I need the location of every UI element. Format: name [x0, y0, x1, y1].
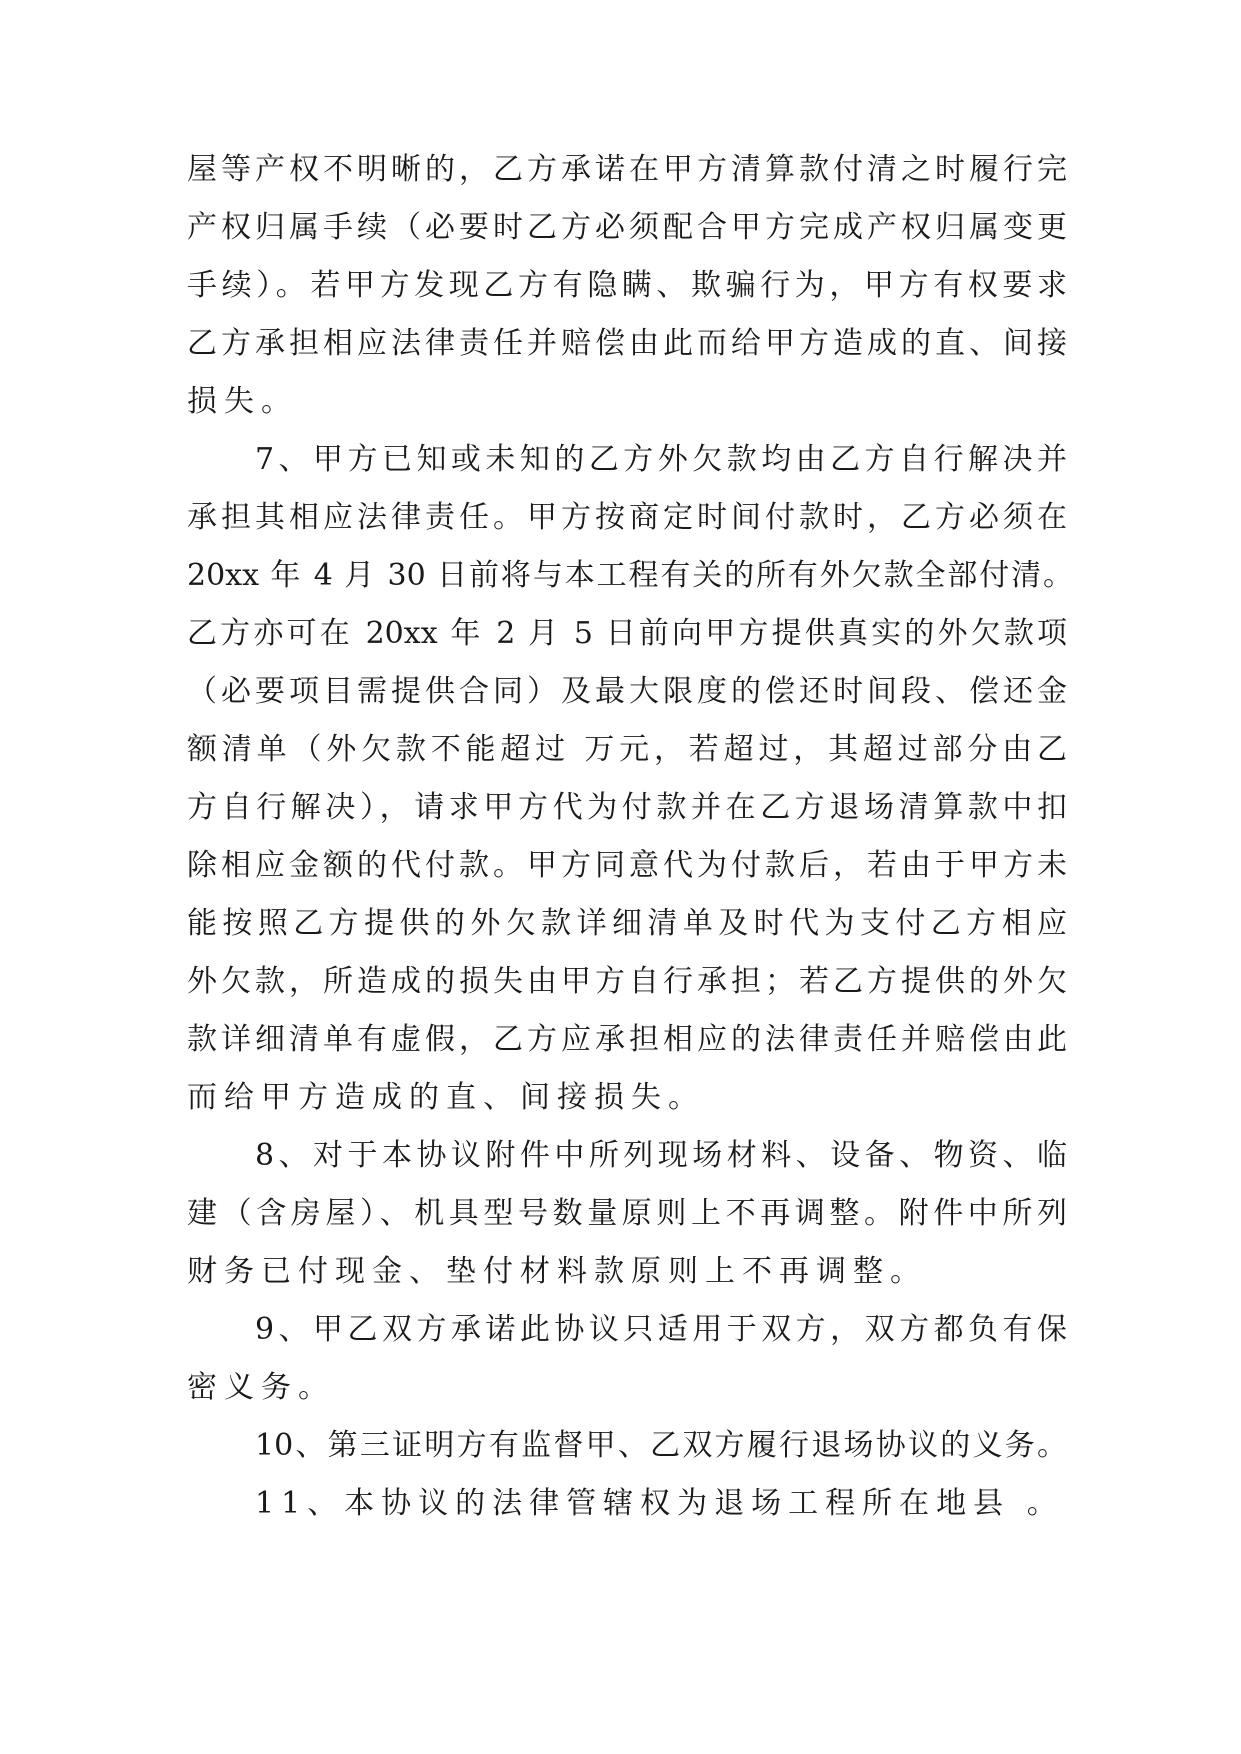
text-line-15: 外欠款，所造成的损失由甲方自行承担；若乙方提供的外欠 [187, 964, 1067, 999]
clause-10-line: 10、第三证明方有监督甲、乙双方履行退场协议的义务。 [255, 1428, 1067, 1463]
text-line-20: 财务已付现金、垫付材料款原则上不再调整。 [187, 1254, 927, 1289]
text-line-13: 除相应金额的代付款。甲方同意代为付款后，若由于甲方未 [187, 848, 1067, 883]
text-line-19: 建（含房屋）、机具型号数量原则上不再调整。附件中所列 [187, 1196, 1067, 1231]
text-line-14: 能按照乙方提供的外欠款详细清单及时代为支付乙方相应 [187, 906, 1067, 941]
text-line-7: 承担其相应法律责任。甲方按商定时间付款时，乙方必须在 [187, 500, 1067, 535]
text-line-8: 20xx 年 4 月 30 日前将与本工程有关的所有外欠款全部付清。 [187, 558, 1073, 593]
text-line-10: （必要项目需提供合同）及最大限度的偿还时间段、偿还金 [187, 674, 1067, 709]
text-line-9: 乙方亦可在 20xx 年 2 月 5 日前向甲方提供真实的外欠款项 [187, 616, 1067, 651]
clause-7-first-line: 7、甲方已知或未知的乙方外欠款均由乙方自行解决并 [255, 442, 1067, 477]
clause-9-first-line: 9、甲乙双方承诺此协议只适用于双方，双方都负有保 [255, 1312, 1067, 1347]
text-line-4: 乙方承担相应法律责任并赔偿由此而给甲方造成的直、间接 [187, 326, 1067, 361]
text-line-3: 手续）。若甲方发现乙方有隐瞒、欺骗行为，甲方有权要求 [187, 268, 1067, 303]
text-line-11: 额清单（外欠款不能超过 万元，若超过，其超过部分由乙 [187, 732, 1067, 767]
text-line-2: 产权归属手续（必要时乙方必须配合甲方完成产权归属变更 [187, 210, 1067, 245]
text-line-17: 而给甲方造成的直、间接损失。 [187, 1080, 705, 1115]
text-line-5: 损失。 [187, 384, 298, 419]
clause-11-line: 11、本协议的法律管辖权为退场工程所在地县 。 [255, 1486, 1064, 1521]
text-line-1: 屋等产权不明晰的，乙方承诺在甲方清算款付清之时履行完 [187, 152, 1067, 187]
text-line-12: 方自行解决），请求甲方代为付款并在乙方退场清算款中扣 [187, 790, 1067, 825]
text-line-16: 款详细清单有虚假，乙方应承担相应的法律责任并赔偿由此 [187, 1022, 1067, 1057]
clause-8-first-line: 8、对于本协议附件中所列现场材料、设备、物资、临 [255, 1138, 1067, 1173]
text-line-22: 密义务。 [187, 1370, 335, 1405]
